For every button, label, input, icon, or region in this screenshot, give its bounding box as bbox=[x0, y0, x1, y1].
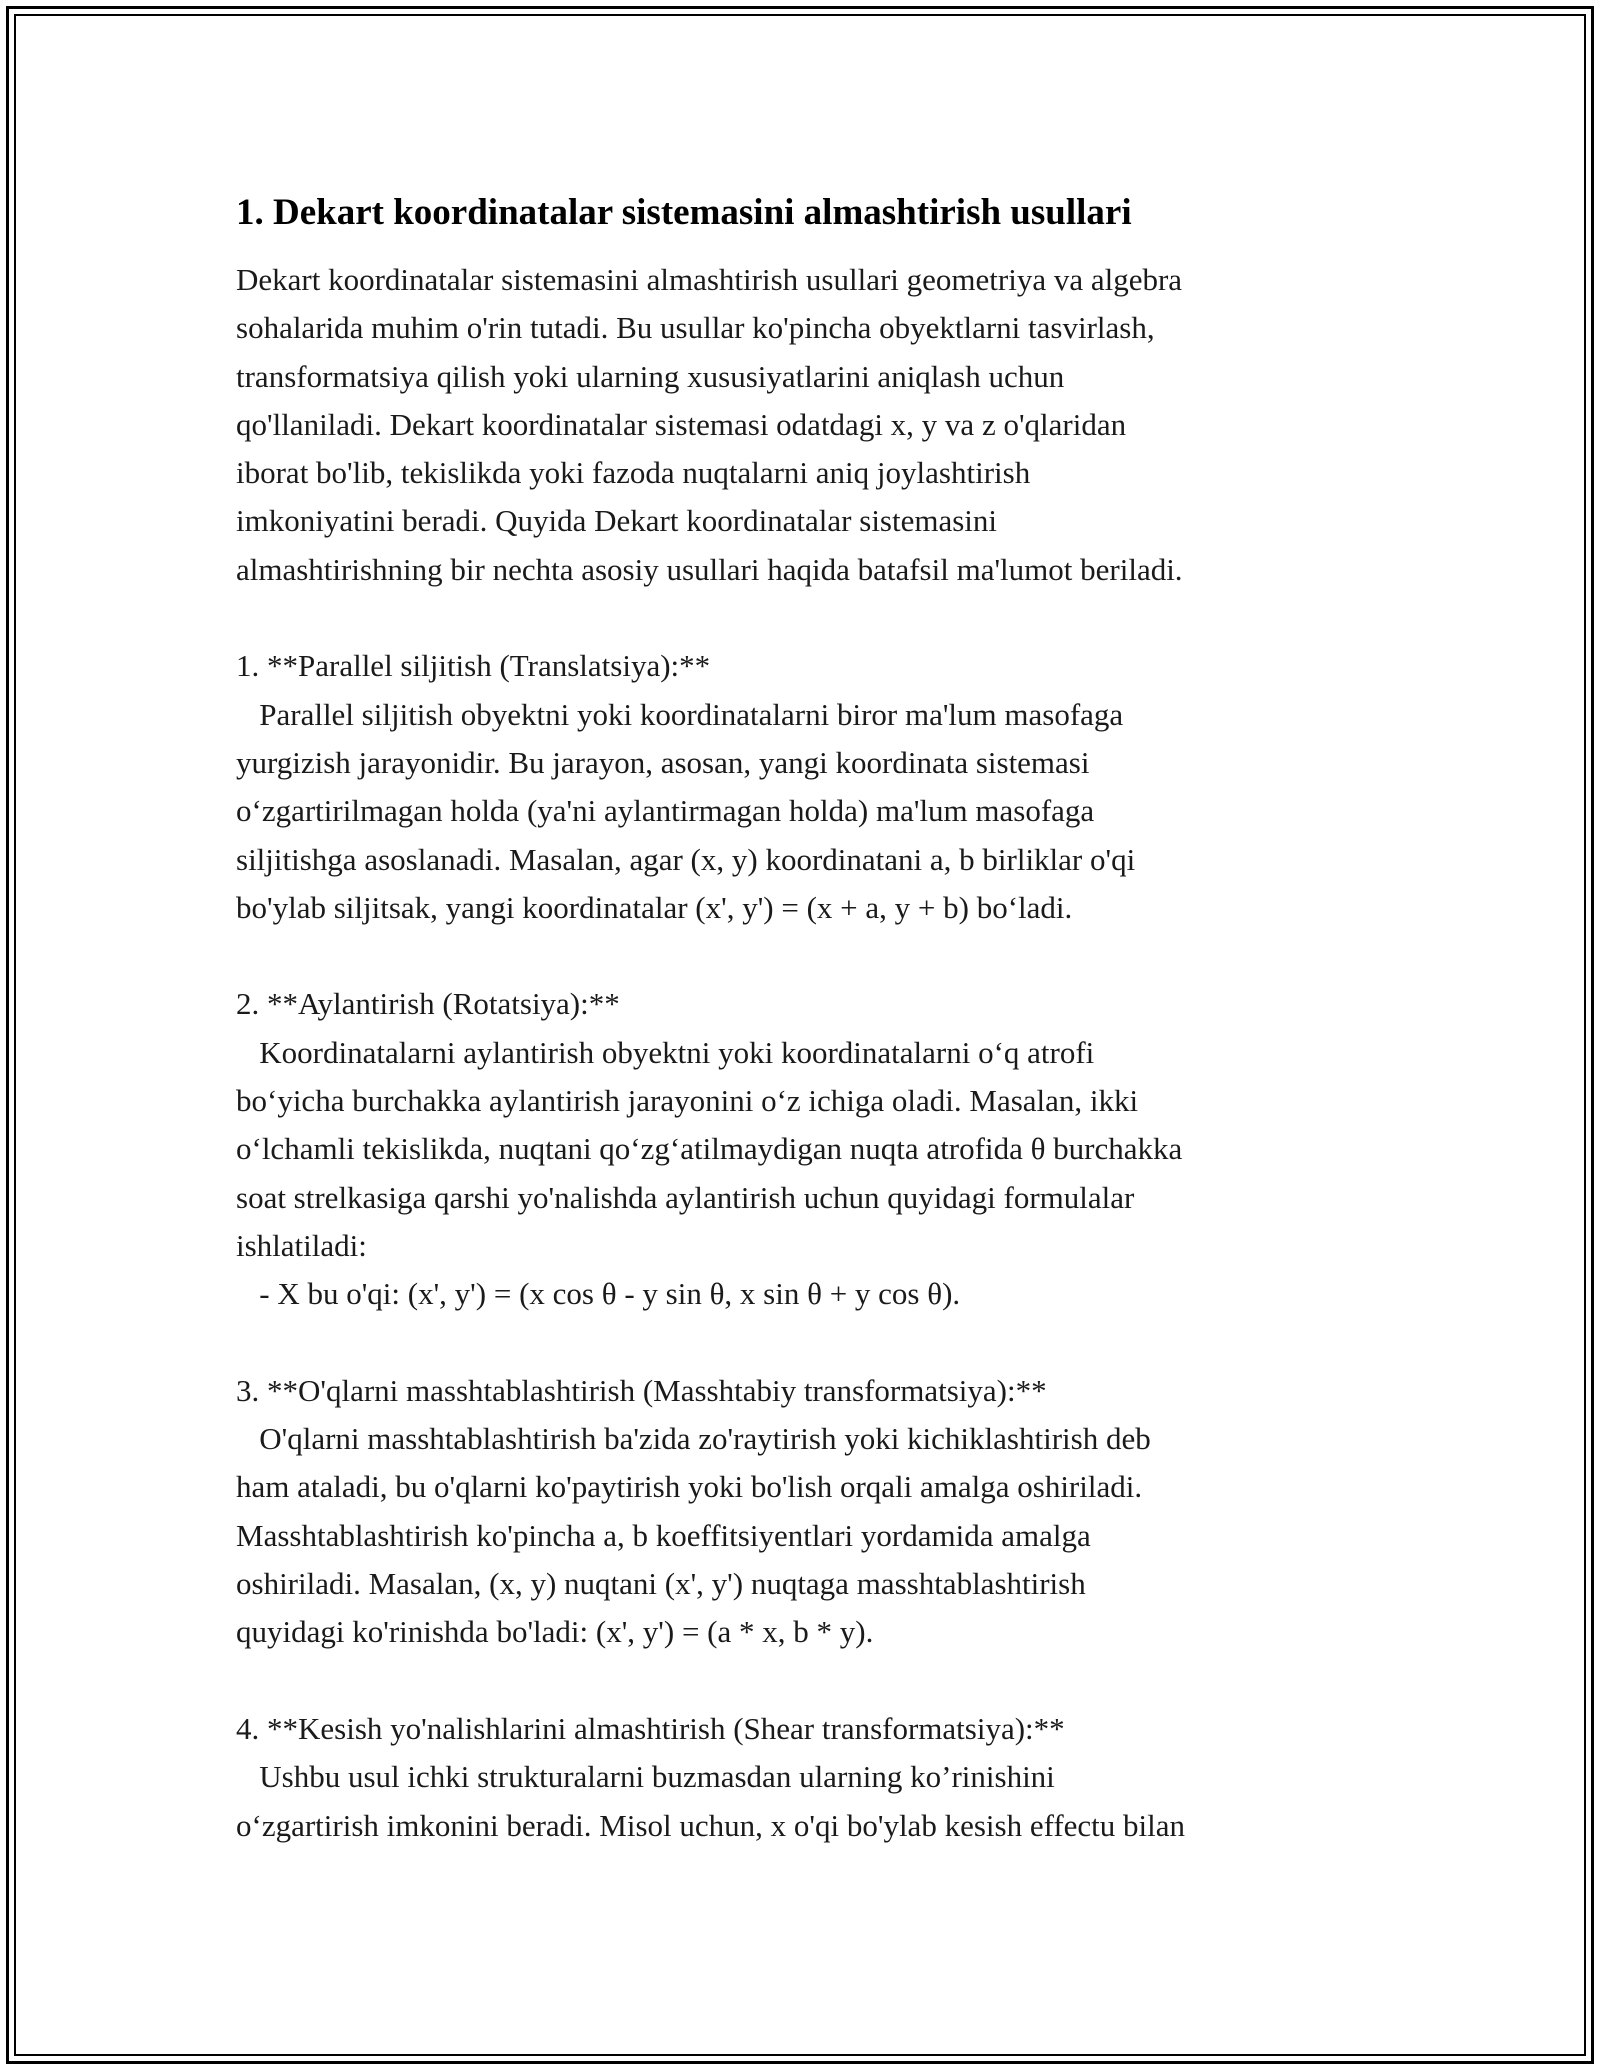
intro-line: transformatsiya qilish yoki ularning xususiyatlarini aniqlash uchun bbox=[236, 358, 1065, 394]
intro-paragraph bbox=[236, 256, 1366, 594]
section-title: 3. **O'qlarni masshtablashtirish (Masshtabiy transformatsiya):** bbox=[236, 1372, 1047, 1408]
section-line: Parallel siljitish obyektni yoki koordinatalarni biror ma'lum masofaga bbox=[236, 696, 1124, 732]
section-line: quyidagi ko'rinishda bo'ladi: (x', y') = (a * x, b * y). bbox=[236, 1614, 874, 1650]
section-line: Ushbu usul ichki strukturalarni buzmasdan ularning ko’rinishini bbox=[236, 1759, 1055, 1795]
section-line: bo‘yicha burchakka aylantirish jarayonini o‘z ichiga oladi. Masalan, ikki bbox=[236, 1083, 1139, 1119]
section-title: 1. **Parallel siljitish (Translatsiya):** bbox=[236, 648, 711, 684]
section-line: soat strelkasiga qarshi yo'nalishda aylantirish uchun quyidagi formulalar bbox=[236, 1179, 1135, 1215]
intro-line: iborat bo'lib, tekislikda yoki fazoda nuqtalarni aniq joylashtirish bbox=[236, 455, 1031, 491]
section-rotation bbox=[236, 980, 1366, 1318]
section-line: bo'ylab siljitsak, yangi koordinatalar (x', y') = (x + a, y + b) bo‘ladi. bbox=[236, 889, 1073, 925]
section-line: Masshtablashtirish ko'pincha a, b koeffitsiyentlari yordamida amalga bbox=[236, 1517, 1091, 1553]
section-scaling bbox=[236, 1367, 1366, 1657]
section-line: ishlatiladi: bbox=[236, 1227, 367, 1263]
paragraph-gap bbox=[236, 1319, 1366, 1367]
section-translation bbox=[236, 642, 1366, 932]
section-title: 4. **Kesish yo'nalishlarini almashtirish (Shear transformatsiya):** bbox=[236, 1710, 1065, 1746]
paragraph-gap bbox=[236, 1657, 1366, 1705]
section-line: o‘zgartirish imkonini beradi. Misol uchun, x o'qi bo'ylab kesish effectu bilan bbox=[236, 1807, 1186, 1843]
section-line: yurgizish jarayonidir. Bu jarayon, asosan, yangi koordinata sistemasi bbox=[236, 744, 1090, 780]
section-title: 2. **Aylantirish (Rotatsiya):** bbox=[236, 986, 620, 1022]
section-line: o‘zgartirilmagan holda (ya'ni aylantirmagan holda) ma'lum masofaga bbox=[236, 793, 1095, 829]
section-line: O'qlarni masshtablashtirish ba'zida zo'raytirish yoki kichiklashtirish deb bbox=[236, 1421, 1151, 1457]
section-shear bbox=[236, 1705, 1366, 1850]
intro-line: almashtirishning bir nechta asosiy usullari haqida batafsil ma'lumot beriladi. bbox=[236, 551, 1183, 587]
section-line: Koordinatalarni aylantirish obyektni yoki koordinatalarni o‘q atrofi bbox=[236, 1034, 1095, 1070]
intro-line: sohalarida muhim o'rin tutadi. Bu usullar ko'pincha obyektlarni tasvirlash, bbox=[236, 310, 1155, 346]
document-content bbox=[236, 186, 1366, 1850]
intro-line: Dekart koordinatalar sistemasini almashtirish usullari geometriya va algebra bbox=[236, 262, 1183, 297]
document-heading: 1. Dekart koordinatalar sistemasini almashtirish usullari bbox=[236, 192, 1132, 233]
section-line: oshiriladi. Masalan, (x, y) nuqtani (x', y') nuqtaga masshtablashtirish bbox=[236, 1566, 1086, 1602]
section-line: ham ataladi, bu o'qlarni ko'paytirish yoki bo'lish orqali amalga oshiriladi. bbox=[236, 1469, 1143, 1505]
intro-line: imkoniyatini beradi. Quyida Dekart koordinatalar sistemasini bbox=[236, 503, 998, 539]
intro-line: qo'llaniladi. Dekart koordinatalar sistemasi odatdagi x, y va z o'qlaridan bbox=[236, 406, 1127, 442]
section-line: - X bu o'qi: (x', y') = (x cos θ - y sin θ, x sin θ + y cos θ). bbox=[236, 1276, 961, 1312]
paragraph-gap bbox=[236, 594, 1366, 642]
paragraph-gap bbox=[236, 932, 1366, 980]
section-line: o‘lchamli tekislikda, nuqtani qo‘zg‘atilmaydigan nuqta atrofida θ burchakka bbox=[236, 1131, 1183, 1167]
section-line: siljitishga asoslanadi. Masalan, agar (x, y) koordinatani a, b birliklar o'qi bbox=[236, 841, 1136, 877]
